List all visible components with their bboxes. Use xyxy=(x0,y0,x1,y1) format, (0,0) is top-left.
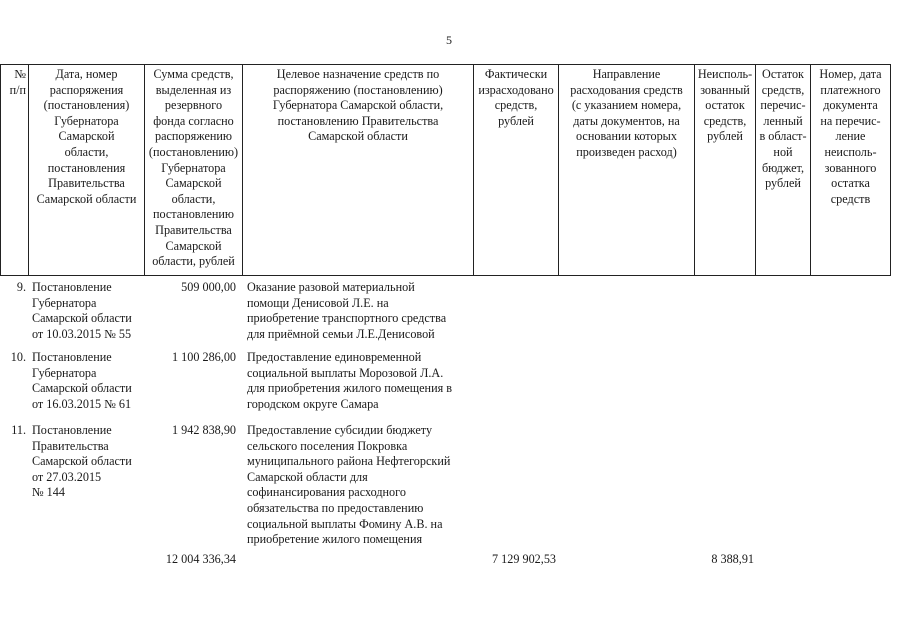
row-sum: 509 000,00 xyxy=(181,280,236,294)
row-sum: 1 100 286,00 xyxy=(172,350,236,364)
row-purpose: Предоставление субсидии бюджету сельского поселения Покровка муниципального района Нефтегорский Самарской области для софинансирования расходного обязательства по предоставлению социальной выплаты Фомину А.В. на приобретение жилого помещения xyxy=(247,423,451,547)
total-spent: 7 129 902,53 xyxy=(492,552,556,566)
report-table-header xyxy=(0,64,891,276)
row-number: 11. xyxy=(11,423,26,437)
header-number: № п/п xyxy=(1,65,29,276)
header-unused-balance: Неисполь- зованный остаток средств, рублей xyxy=(695,65,756,276)
header-spending-direction: Направление расходования средств (с указанием номера, даты документов, на основании которых произведен расход) xyxy=(559,65,695,276)
header-spent: Фактически израсходовано средств, рублей xyxy=(474,65,559,276)
page-number: 5 xyxy=(446,33,452,47)
header-allocated-sum: Сумма средств, выделенная из резервного фонда согласно распоряжению (постановлению) Губернатора Самарской области, постановлению Правительства Самарской области, рублей xyxy=(145,65,243,276)
total-unused: 8 388,91 xyxy=(711,552,754,566)
header-purpose: Целевое назначение средств по распоряжению (постановлению) Губернатора Самарской области, постановлению Правительства Самарской области xyxy=(243,65,474,276)
totals-row xyxy=(0,552,890,570)
row-document: Постановление Правительства Самарской области от 27.03.2015 № 144 xyxy=(32,423,132,500)
row-purpose: Оказание разовой материальной помощи Денисовой Л.Е. на приобретение транспортного средства для приёмной семьи Л.Е.Денисовой xyxy=(247,280,447,341)
header-document: Дата, номер распоряжения (постановления) Губернатора Самарской области, постановления Правительства Самарской области xyxy=(29,65,145,276)
row-number: 9. xyxy=(16,280,26,294)
row-document: Постановление Губернатора Самарской области от 16.03.2015 № 61 xyxy=(32,350,132,411)
total-allocated-sum: 12 004 336,34 xyxy=(165,552,236,566)
row-number: 10. xyxy=(10,350,26,364)
header-returned-balance: Остаток средств, перечис- ленный в област- ной бюджет, рублей xyxy=(756,65,811,276)
header-payment-document: Номер, дата платежного документа на перечис- ление неисполь- зованного остатка средств xyxy=(811,65,891,276)
row-sum: 1 942 838,90 xyxy=(172,423,236,437)
row-document: Постановление Губернатора Самарской области от 10.03.2015 № 55 xyxy=(32,280,132,341)
row-purpose: Предоставление единовременной социальной выплаты Морозовой Л.А. для приобретения жилого помещения в городском округе Самара xyxy=(247,350,453,411)
